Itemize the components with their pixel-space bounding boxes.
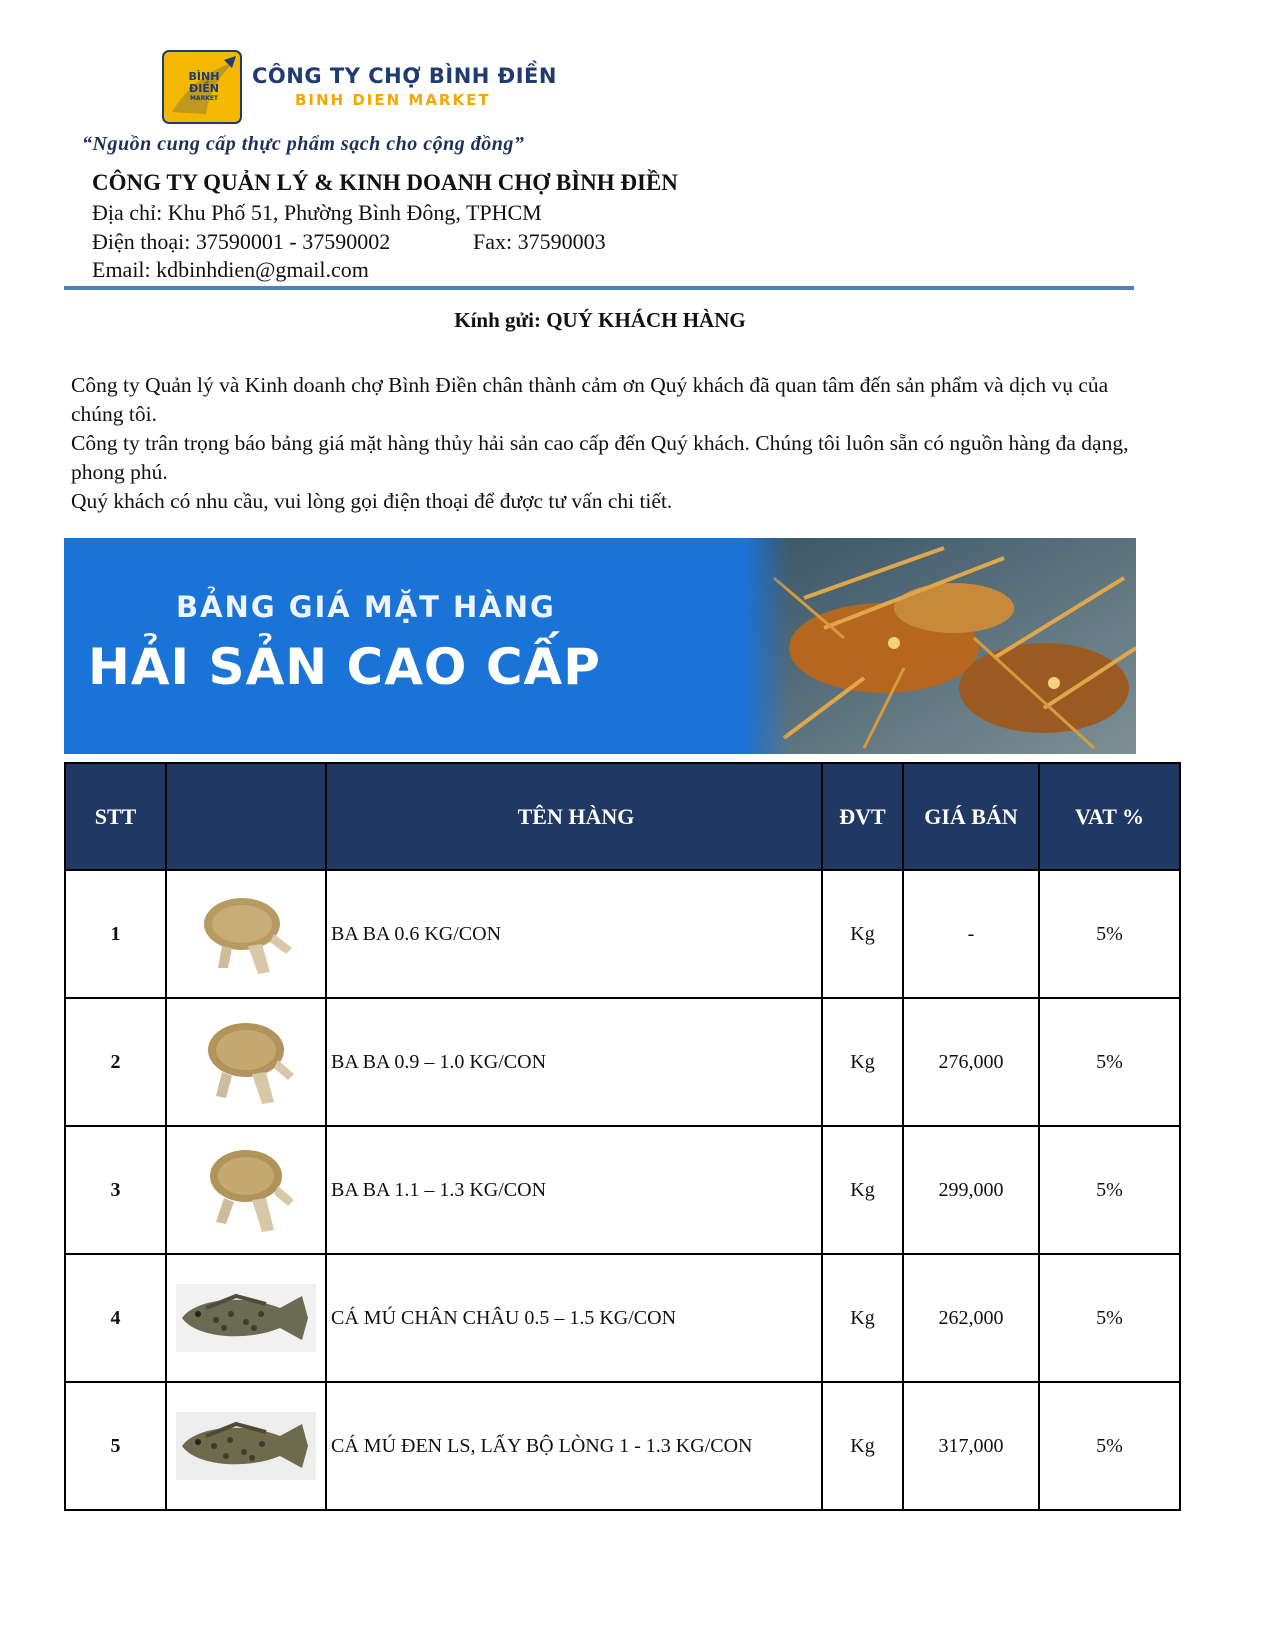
brand-subtitle: BINH DIEN MARKET [295,91,491,109]
intro-paragraph: Công ty Quản lý và Kinh doanh chợ Bình Điền chân thành cảm ơn Quý khách đã quan tâm đến sản phẩm và dịch vụ của chúng tôi. [71,373,1109,426]
product-price: 299,000 [903,1126,1039,1254]
product-vat: 5% [1039,870,1180,998]
product-name: BA BA 0.6 KG/CON [326,870,822,998]
company-name: CÔNG TY QUẢN LÝ & KINH DOANH CHỢ BÌNH ĐIỀN [92,170,678,195]
lobster-photo [744,538,1136,754]
table-row [65,1126,1180,1254]
product-name: BA BA 0.9 – 1.0 KG/CON [326,998,822,1126]
grouper-fish-icon [176,1284,316,1352]
company-logo [162,50,242,124]
product-vat: 5% [1039,998,1180,1126]
banner-subtitle: BẢNG GIÁ MẶT HÀNG [176,590,556,624]
company-fax: Fax: 37590003 [473,229,606,254]
company-email: Email: kdbinhdien@gmail.com [92,257,369,282]
product-price: 317,000 [903,1382,1039,1510]
company-address: Địa chỉ: Khu Phố 51, Phường Bình Đông, TPHCM [92,200,542,225]
offer-paragraph: Công ty trân trọng báo bảng giá mặt hàng thủy hải sản cao cấp đến Quý khách. Chúng tôi luôn sẵn có nguồn hàng đa dạng, phong phú. [71,431,1129,484]
logo-text: BÌNH ĐIỀN MARKET [188,70,220,102]
product-unit: Kg [822,1126,903,1254]
banner-title: HẢI SẢN CAO CẤP [88,638,601,696]
product-image [166,1126,326,1254]
grouper-fish-icon [176,1412,316,1480]
col-vat: VAT % [1039,763,1180,870]
product-unit: Kg [822,1254,903,1382]
table-row [65,1382,1180,1510]
turtle-icon [196,1144,296,1236]
product-unit: Kg [822,998,903,1126]
product-name: CÁ MÚ ĐEN LS, LẤY BỘ LÒNG 1 - 1.3 KG/CON [326,1382,822,1510]
row-stt: 4 [65,1254,166,1382]
col-price: GIÁ BÁN [903,763,1039,870]
col-name: TÊN HÀNG [326,763,822,870]
table-row [65,1254,1180,1382]
product-unit: Kg [822,870,903,998]
product-name: BA BA 1.1 – 1.3 KG/CON [326,1126,822,1254]
product-price: 276,000 [903,998,1039,1126]
product-name: CÁ MÚ CHÂN CHÂU 0.5 – 1.5 KG/CON [326,1254,822,1382]
brand-name: CÔNG TY CHỢ BÌNH ĐIỀN [252,64,557,88]
product-unit: Kg [822,1382,903,1510]
table-row [65,870,1180,998]
row-stt: 1 [65,870,166,998]
product-vat: 5% [1039,1254,1180,1382]
product-price: 262,000 [903,1254,1039,1382]
product-image [166,1382,326,1510]
row-stt: 2 [65,998,166,1126]
product-image [166,1254,326,1382]
col-unit: ĐVT [822,763,903,870]
col-image [166,763,326,870]
greeting: Kính gửi: QUÝ KHÁCH HÀNG [454,308,746,332]
product-vat: 5% [1039,1126,1180,1254]
row-stt: 5 [65,1382,166,1510]
company-phone: Điện thoại: 37590001 - 37590002 [92,229,391,254]
table-header-row [65,763,1180,870]
row-stt: 3 [65,1126,166,1254]
col-stt: STT [65,763,166,870]
header-divider [64,286,1134,290]
product-price: - [903,870,1039,998]
product-image [166,998,326,1126]
contact-paragraph: Quý khách có nhu cầu, vui lòng gọi điện thoại để được tư vấn chi tiết. [71,489,673,513]
slogan: “Nguồn cung cấp thực phẩm sạch cho cộng đồng” [82,133,525,155]
price-list-banner [64,538,1136,754]
product-vat: 5% [1039,1382,1180,1510]
turtle-icon [196,888,296,980]
product-image [166,870,326,998]
turtle-icon [196,1016,296,1108]
price-table [64,762,1181,1511]
table-row [65,998,1180,1126]
